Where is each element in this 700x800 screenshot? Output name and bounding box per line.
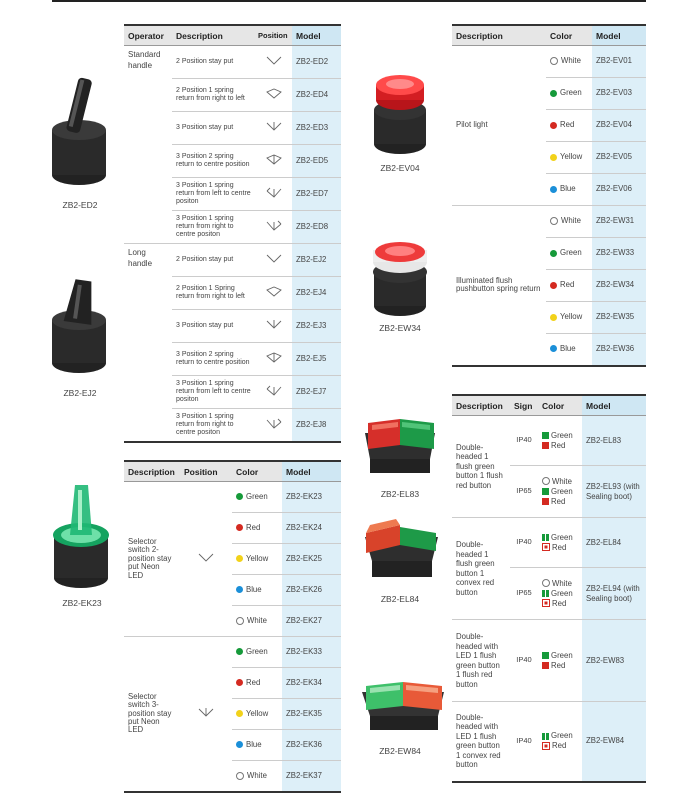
model-cell: ZB2-EJ2 bbox=[292, 244, 341, 277]
table-row bbox=[124, 482, 341, 513]
color-cell bbox=[546, 238, 592, 270]
table-row bbox=[452, 620, 646, 702]
color-label: Green bbox=[560, 248, 582, 258]
sign-cell: IP65 bbox=[510, 568, 538, 620]
color-label: Yellow bbox=[560, 312, 583, 322]
model-cell: ZB2-EK37 bbox=[282, 761, 341, 792]
white-color-dot-icon bbox=[550, 217, 558, 225]
pilot-light-table bbox=[452, 24, 646, 367]
position-cell bbox=[256, 145, 292, 178]
red-color-swatch-icon bbox=[542, 599, 550, 607]
color-label: Red bbox=[551, 496, 566, 506]
model-cell: ZB2-EV01 bbox=[592, 46, 646, 78]
description-cell: 2 Position stay put bbox=[172, 46, 256, 79]
color-label: White bbox=[561, 56, 581, 66]
color-label: White bbox=[552, 476, 572, 486]
sign-cell: IP40 bbox=[510, 620, 538, 702]
model-cell: ZB2-EJ8 bbox=[292, 409, 341, 442]
red-color-dot-icon bbox=[550, 282, 557, 289]
color-cell bbox=[232, 482, 282, 513]
model-cell: ZB2-EL84 bbox=[582, 518, 646, 568]
color-cell bbox=[546, 270, 592, 302]
green-color-dot-icon bbox=[550, 250, 557, 257]
description-cell: 3 Position stay put bbox=[172, 310, 256, 343]
model-cell: ZB2-EW34 bbox=[592, 270, 646, 302]
red-color-swatch-icon bbox=[542, 662, 549, 669]
double-headed-pushbutton-flush-image bbox=[360, 415, 440, 485]
product-label-el83: ZB2-EL83 bbox=[380, 489, 420, 499]
color-cell bbox=[546, 206, 592, 238]
product-label-el84: ZB2-EL84 bbox=[380, 594, 420, 604]
yellow-color-dot-icon bbox=[236, 710, 243, 717]
color-label: Green bbox=[246, 646, 268, 656]
color-label: Red bbox=[246, 677, 261, 687]
model-cell: ZB2-EV03 bbox=[592, 78, 646, 110]
model-cell: ZB2-EJ3 bbox=[292, 310, 341, 343]
model-cell: ZB2-EL93 (with Sealing boot) bbox=[582, 466, 646, 518]
position-cell bbox=[256, 343, 292, 376]
description-cell: Selector switch 3-position stay put Neon LED bbox=[124, 637, 180, 792]
sign-cell: IP40 bbox=[510, 416, 538, 466]
table-row bbox=[452, 518, 646, 568]
color-label: Red bbox=[246, 522, 261, 532]
color-cell bbox=[232, 668, 282, 699]
color-label: Yellow bbox=[246, 708, 269, 718]
color-line bbox=[542, 487, 578, 497]
color-cell bbox=[546, 110, 592, 142]
color-label: Blue bbox=[246, 739, 262, 749]
col-header-description: Description bbox=[124, 461, 180, 482]
color-cell bbox=[538, 620, 582, 702]
color-label: White bbox=[247, 615, 267, 625]
color-line bbox=[542, 533, 578, 543]
product-label-ev04: ZB2-EV04 bbox=[380, 163, 420, 173]
red-color-swatch-icon bbox=[542, 442, 549, 449]
position-cell bbox=[256, 178, 292, 211]
color-cell bbox=[232, 699, 282, 730]
product-label-ej2: ZB2-EJ2 bbox=[63, 388, 97, 398]
red-color-dot-icon bbox=[236, 679, 243, 686]
color-line bbox=[542, 579, 578, 589]
selector-switch-table bbox=[124, 24, 341, 443]
position-symbol-icon bbox=[265, 88, 283, 100]
blue-color-dot-icon bbox=[236, 741, 243, 748]
color-cell bbox=[546, 334, 592, 366]
color-line bbox=[542, 497, 578, 507]
green-color-swatch-icon bbox=[542, 432, 549, 439]
color-cell bbox=[232, 575, 282, 606]
color-label: Yellow bbox=[246, 553, 269, 563]
color-label: Red bbox=[551, 660, 566, 670]
color-label: White bbox=[247, 770, 267, 780]
model-cell: ZB2-EW83 bbox=[582, 620, 646, 702]
operator-cell: Long handle bbox=[124, 244, 172, 442]
color-line bbox=[542, 589, 578, 599]
color-line bbox=[542, 661, 578, 671]
col-header-sign: Sign bbox=[510, 395, 538, 416]
sign-cell: IP40 bbox=[510, 702, 538, 782]
description-cell: 3 Position 2 spring return to centre position bbox=[172, 343, 256, 376]
description-cell: Selector switch 2-position stay put Neon LED bbox=[124, 482, 180, 637]
model-cell: ZB2-ED7 bbox=[292, 178, 341, 211]
col-header-model: Model bbox=[292, 25, 341, 46]
position-symbol-icon bbox=[265, 55, 283, 67]
model-cell: ZB2-EK26 bbox=[282, 575, 341, 606]
position-cell bbox=[256, 409, 292, 442]
model-cell: ZB2-EW84 bbox=[582, 702, 646, 782]
operator-cell: Standard handle bbox=[124, 46, 172, 244]
description-cell: Pilot light bbox=[452, 46, 546, 206]
col-header-model: Model bbox=[592, 25, 646, 46]
model-cell: ZB2-EV06 bbox=[592, 174, 646, 206]
color-label: Green bbox=[551, 430, 573, 440]
description-cell: Double-headed 1 flush green button 1 convex red button bbox=[452, 518, 510, 620]
color-label: Green bbox=[560, 88, 582, 98]
color-label: Red bbox=[552, 542, 567, 552]
description-cell: Double-headed 1 flush green button 1 flush red button bbox=[452, 416, 510, 518]
col-header-description: Description bbox=[452, 395, 510, 416]
col-header-description: Description bbox=[172, 25, 256, 46]
blue-color-dot-icon bbox=[550, 186, 557, 193]
col-header-color: Color bbox=[538, 395, 582, 416]
color-label: Blue bbox=[560, 184, 576, 194]
color-cell bbox=[232, 637, 282, 668]
model-cell: ZB2-EK35 bbox=[282, 699, 341, 730]
double-headed-led-pushbutton-image bbox=[358, 678, 448, 743]
table-row bbox=[124, 244, 341, 277]
color-line bbox=[542, 431, 578, 441]
color-line bbox=[542, 477, 578, 487]
position-cell bbox=[256, 79, 292, 112]
color-label: White bbox=[561, 216, 581, 226]
col-header-color: Color bbox=[546, 25, 592, 46]
color-line bbox=[542, 731, 578, 741]
double-headed-pushbutton-convex-image bbox=[360, 515, 440, 590]
color-label: Green bbox=[551, 588, 573, 598]
color-line bbox=[542, 543, 578, 553]
color-label: Green bbox=[246, 491, 268, 501]
model-cell: ZB2-ED2 bbox=[292, 46, 341, 79]
color-label: Red bbox=[552, 741, 567, 751]
color-cell bbox=[232, 513, 282, 544]
table-row bbox=[124, 637, 341, 668]
color-label: Red bbox=[560, 120, 575, 130]
description-cell: 2 Position stay put bbox=[172, 244, 256, 277]
color-line bbox=[542, 741, 578, 751]
table-row bbox=[452, 46, 646, 78]
green-color-swatch-icon bbox=[542, 590, 549, 597]
table-row bbox=[452, 206, 646, 238]
white-color-dot-icon bbox=[236, 617, 244, 625]
red-color-dot-icon bbox=[236, 524, 243, 531]
col-header-description: Description bbox=[452, 25, 546, 46]
model-cell: ZB2-EK27 bbox=[282, 606, 341, 637]
yellow-color-dot-icon bbox=[550, 154, 557, 161]
description-cell: 2 Position 1 Spring return from right to left bbox=[172, 277, 256, 310]
position-symbol-icon bbox=[265, 319, 283, 331]
model-cell: ZB2-EK25 bbox=[282, 544, 341, 575]
model-cell: ZB2-EW35 bbox=[592, 302, 646, 334]
color-cell bbox=[546, 142, 592, 174]
selector-switch-long-handle-image bbox=[44, 275, 114, 380]
color-cell bbox=[538, 416, 582, 466]
green-color-swatch-icon bbox=[542, 488, 549, 495]
position-symbol-icon bbox=[197, 707, 215, 719]
description-cell: 3 Position 1 spring return from right to centre positon bbox=[172, 211, 256, 244]
position-symbol-icon bbox=[265, 220, 283, 232]
color-label: Yellow bbox=[560, 152, 583, 162]
color-cell bbox=[546, 302, 592, 334]
product-label-ed2: ZB2-ED2 bbox=[62, 200, 98, 210]
col-header-position: Position bbox=[180, 461, 232, 482]
position-symbol-icon bbox=[265, 418, 283, 430]
green-color-dot-icon bbox=[236, 493, 243, 500]
color-cell bbox=[232, 730, 282, 761]
color-cell bbox=[538, 518, 582, 568]
color-cell bbox=[232, 606, 282, 637]
color-label: Red bbox=[552, 598, 567, 608]
blue-color-dot-icon bbox=[236, 586, 243, 593]
model-cell: ZB2-EK23 bbox=[282, 482, 341, 513]
color-label: Green bbox=[551, 532, 573, 542]
position-symbol-icon bbox=[265, 154, 283, 166]
position-symbol-icon bbox=[265, 253, 283, 265]
white-color-dot-icon bbox=[550, 57, 558, 65]
position-cell bbox=[256, 277, 292, 310]
selector-switch-standard-handle-image bbox=[44, 70, 114, 195]
table-row bbox=[452, 702, 646, 782]
product-label-ew84: ZB2-EW84 bbox=[379, 746, 421, 756]
description-cell: 3 Position 1 spring return from right to centre positon bbox=[172, 409, 256, 442]
color-label: Green bbox=[551, 650, 573, 660]
color-label: Red bbox=[551, 440, 566, 450]
model-cell: ZB2-EL83 bbox=[582, 416, 646, 466]
top-rule bbox=[52, 0, 646, 2]
model-cell: ZB2-ED5 bbox=[292, 145, 341, 178]
col-header-color: Color bbox=[232, 461, 282, 482]
model-cell: ZB2-ED8 bbox=[292, 211, 341, 244]
model-cell: ZB2-EK24 bbox=[282, 513, 341, 544]
double-headed-pushbutton-table bbox=[452, 394, 646, 783]
green-color-dot-icon bbox=[550, 90, 557, 97]
white-color-swatch-icon bbox=[542, 477, 550, 485]
position-symbol-icon bbox=[265, 187, 283, 199]
color-cell bbox=[538, 466, 582, 518]
model-cell: ZB2-EJ7 bbox=[292, 376, 341, 409]
red-color-dot-icon bbox=[550, 122, 557, 129]
sign-cell: IP65 bbox=[510, 466, 538, 518]
model-cell: ZB2-EL94 (with Sealing boot) bbox=[582, 568, 646, 620]
position-symbol-icon bbox=[265, 352, 283, 364]
color-line bbox=[542, 651, 578, 661]
color-cell bbox=[546, 46, 592, 78]
model-cell: ZB2-EJ4 bbox=[292, 277, 341, 310]
description-cell: 3 Position 2 spring return to centre position bbox=[172, 145, 256, 178]
sign-cell: IP40 bbox=[510, 518, 538, 568]
red-color-swatch-icon bbox=[542, 543, 550, 551]
model-cell: ZB2-EW33 bbox=[592, 238, 646, 270]
green-color-swatch-icon bbox=[542, 534, 549, 541]
model-cell: ZB2-EW31 bbox=[592, 206, 646, 238]
position-cell bbox=[256, 376, 292, 409]
model-cell: ZB2-EK34 bbox=[282, 668, 341, 699]
description-cell: Double-headed with LED 1 flush green button 1 flush red button bbox=[452, 620, 510, 702]
model-cell: ZB2-EW36 bbox=[592, 334, 646, 366]
illuminated-selector-switch-image bbox=[44, 480, 119, 595]
color-label: White bbox=[552, 578, 572, 588]
color-cell bbox=[538, 568, 582, 620]
pilot-light-image bbox=[365, 70, 435, 160]
blue-color-dot-icon bbox=[550, 345, 557, 352]
yellow-color-dot-icon bbox=[236, 555, 243, 562]
product-label-ek23: ZB2-EK23 bbox=[62, 598, 102, 608]
table-row bbox=[124, 46, 341, 79]
illuminated-pushbutton-image bbox=[365, 230, 435, 320]
color-cell bbox=[232, 761, 282, 792]
color-label: Blue bbox=[246, 584, 262, 594]
col-header-position: Position bbox=[256, 25, 292, 46]
green-color-dot-icon bbox=[236, 648, 243, 655]
position-cell bbox=[180, 637, 232, 792]
description-cell: Illuminated flush pushbutton spring return bbox=[452, 206, 546, 366]
green-color-swatch-icon bbox=[542, 652, 549, 659]
neon-selector-switch-table bbox=[124, 460, 341, 793]
description-cell: 3 Position stay put bbox=[172, 112, 256, 145]
color-cell bbox=[232, 544, 282, 575]
description-cell: 3 Position 1 spring return from left to centre positon bbox=[172, 178, 256, 211]
position-cell bbox=[256, 112, 292, 145]
model-cell: ZB2-EK33 bbox=[282, 637, 341, 668]
color-cell bbox=[546, 174, 592, 206]
white-color-dot-icon bbox=[236, 772, 244, 780]
green-color-swatch-icon bbox=[542, 733, 549, 740]
model-cell: ZB2-EK36 bbox=[282, 730, 341, 761]
model-cell: ZB2-EV04 bbox=[592, 110, 646, 142]
color-label: Red bbox=[560, 280, 575, 290]
col-header-model: Model bbox=[582, 395, 646, 416]
color-label: Green bbox=[551, 731, 573, 741]
description-cell: Double-headed with LED 1 flush green button 1 convex red button bbox=[452, 702, 510, 782]
model-cell: ZB2-EJ5 bbox=[292, 343, 341, 376]
model-cell: ZB2-EV05 bbox=[592, 142, 646, 174]
position-cell bbox=[256, 310, 292, 343]
color-line bbox=[542, 599, 578, 609]
model-cell: ZB2-ED4 bbox=[292, 79, 341, 112]
color-line bbox=[542, 441, 578, 451]
col-header-model: Model bbox=[282, 461, 341, 482]
color-label: Blue bbox=[560, 344, 576, 354]
description-cell: 2 Position 1 spring return from right to left bbox=[172, 79, 256, 112]
yellow-color-dot-icon bbox=[550, 314, 557, 321]
position-symbol-icon bbox=[197, 552, 215, 564]
model-cell: ZB2-ED3 bbox=[292, 112, 341, 145]
position-cell bbox=[180, 482, 232, 637]
position-cell bbox=[256, 46, 292, 79]
red-color-swatch-icon bbox=[542, 498, 549, 505]
product-label-ew34: ZB2-EW34 bbox=[379, 323, 421, 333]
position-symbol-icon bbox=[265, 385, 283, 397]
col-header-operator: Operator bbox=[124, 25, 172, 46]
position-symbol-icon bbox=[265, 286, 283, 298]
color-cell bbox=[538, 702, 582, 782]
position-cell bbox=[256, 211, 292, 244]
table-row bbox=[452, 416, 646, 466]
color-cell bbox=[546, 78, 592, 110]
color-label: Green bbox=[551, 486, 573, 496]
position-cell bbox=[256, 244, 292, 277]
white-color-swatch-icon bbox=[542, 579, 550, 587]
red-color-swatch-icon bbox=[542, 742, 550, 750]
description-cell: 3 Position 1 spring return from left to centre positon bbox=[172, 376, 256, 409]
position-symbol-icon bbox=[265, 121, 283, 133]
